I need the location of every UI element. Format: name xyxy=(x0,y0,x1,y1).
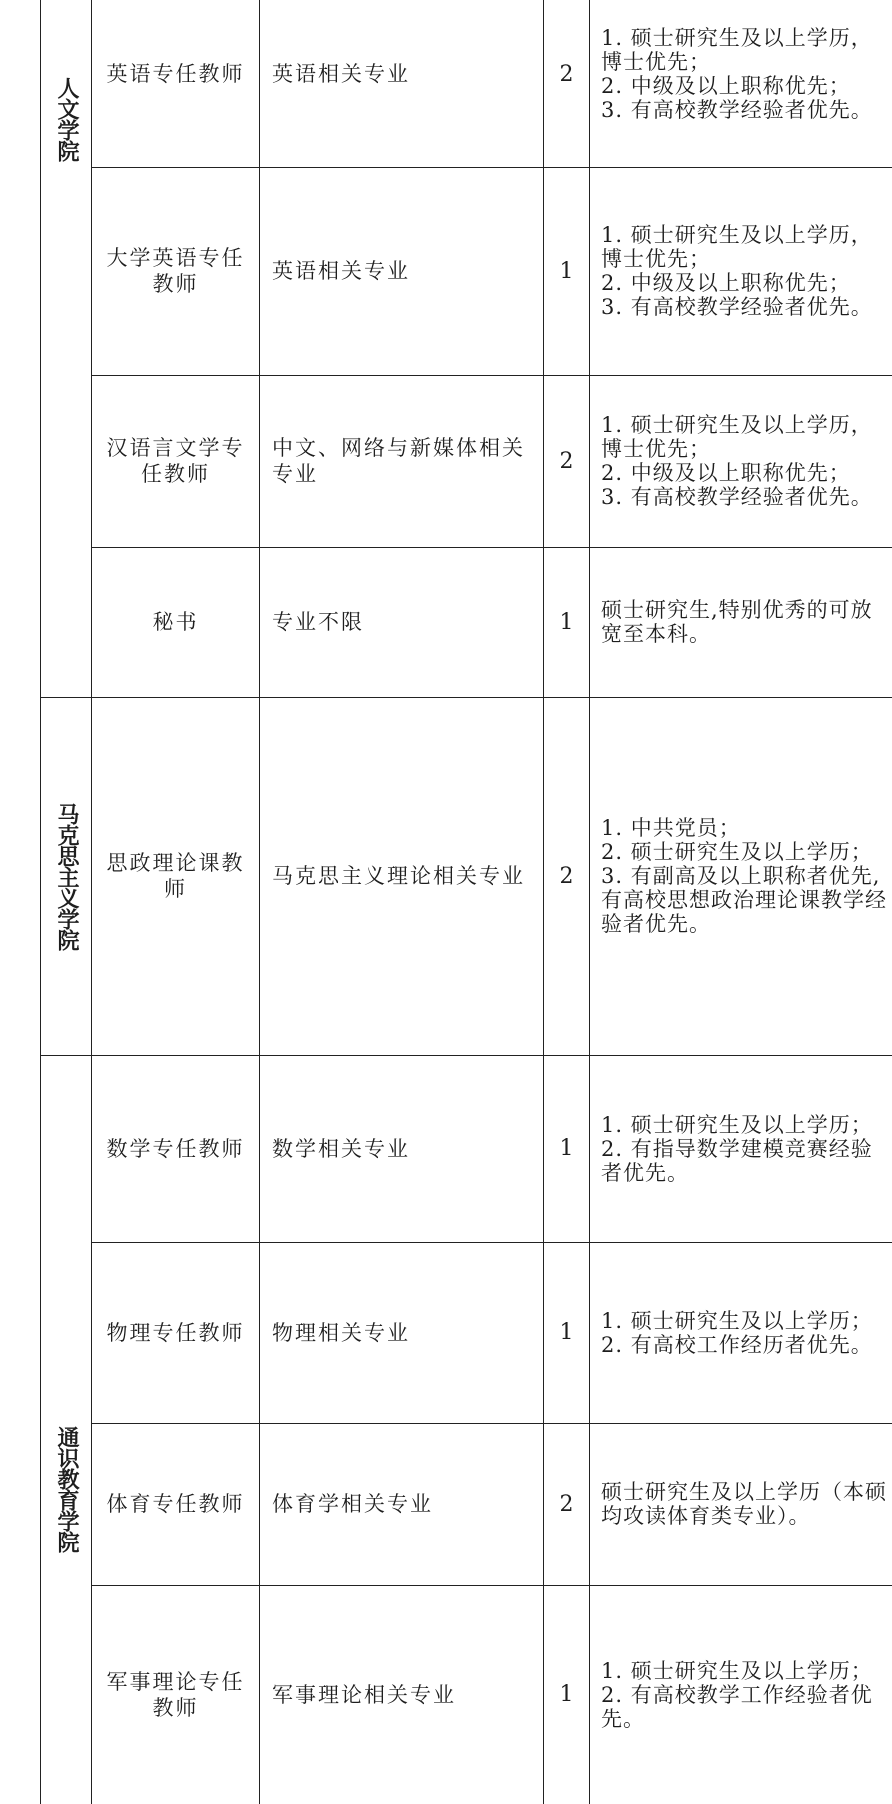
major-requirement: 物理相关专业 xyxy=(272,1320,410,1345)
college-name: 人文学院 xyxy=(54,76,79,161)
job-requirements: 1. 硕士研究生及以上学历； 2. 有高校教学工作经验者优先。 xyxy=(601,1658,873,1731)
job-requirements: 1. 中共党员； 2. 硕士研究生及以上学历； 3. 有副高及以上职称者优先,有高校思想政治理论课教学经验者优先。 xyxy=(601,816,887,936)
headcount: 2 xyxy=(559,61,574,87)
major-requirement: 英语相关专业 xyxy=(272,259,410,283)
major-requirement: 军事理论相关专业 xyxy=(272,1682,456,1707)
college-name: 通识教育学院 xyxy=(54,1425,79,1552)
position-title: 数学专任教师 xyxy=(106,1136,245,1161)
major-requirement: 马克思主义理论相关专业 xyxy=(272,864,525,888)
major-requirement: 专业不限 xyxy=(272,610,364,634)
headcount: 1 xyxy=(559,1320,574,1345)
job-requirements: 硕士研究生及以上学历（本硕均攻读体育类专业）。 xyxy=(601,1480,887,1528)
position-title: 英语专任教师 xyxy=(106,62,245,86)
job-requirements: 1. 硕士研究生及以上学历； 2. 有高校工作经历者优先。 xyxy=(601,1308,873,1357)
major-requirement: 数学相关专业 xyxy=(272,1136,410,1161)
college-name: 马克思主义学院 xyxy=(54,802,79,950)
job-requirements: 1. 硕士研究生及以上学历，博士优先； 2. 中级及以上职称优先； 3. 有高校教学经验者优先。 xyxy=(601,223,873,319)
headcount: 2 xyxy=(559,863,574,889)
job-requirements: 硕士研究生,特别优秀的可放宽至本科。 xyxy=(601,598,873,646)
job-requirements: 1. 硕士研究生及以上学历； 2. 有指导数学建模竞赛经验者优先。 xyxy=(601,1112,873,1185)
position-title: 秘书 xyxy=(152,610,199,634)
headcount: 1 xyxy=(559,258,574,284)
college-cell-humanities xyxy=(41,0,91,697)
position-title: 体育专任教师 xyxy=(106,1492,245,1516)
headcount: 1 xyxy=(559,1682,574,1707)
position-title: 大学英语专任教师 xyxy=(106,246,245,296)
job-requirements: 1. 硕士研究生及以上学历，博士优先； 2. 中级及以上职称优先； 3. 有高校教学经验者优先。 xyxy=(601,413,873,509)
position-title: 军事理论专任教师 xyxy=(106,1669,245,1720)
position-title: 汉语言文学专任教师 xyxy=(106,436,245,486)
major-requirement: 体育学相关专业 xyxy=(272,1492,433,1516)
headcount: 1 xyxy=(559,1136,574,1161)
headcount: 1 xyxy=(559,609,574,635)
college-cell-general-education xyxy=(41,1055,91,1804)
position-title: 思政理论课教师 xyxy=(106,851,245,901)
job-requirements: 1. 硕士研究生及以上学历，博士优先； 2. 中级及以上职称优先； 3. 有高校教学经验者优先。 xyxy=(601,26,873,122)
major-requirement: 中文、网络与新媒体相关专业 xyxy=(272,436,525,486)
college-cell-marxism xyxy=(41,697,91,1055)
headcount: 2 xyxy=(559,1491,574,1517)
headcount: 2 xyxy=(559,448,574,474)
position-title: 物理专任教师 xyxy=(106,1320,245,1345)
major-requirement: 英语相关专业 xyxy=(272,62,410,86)
